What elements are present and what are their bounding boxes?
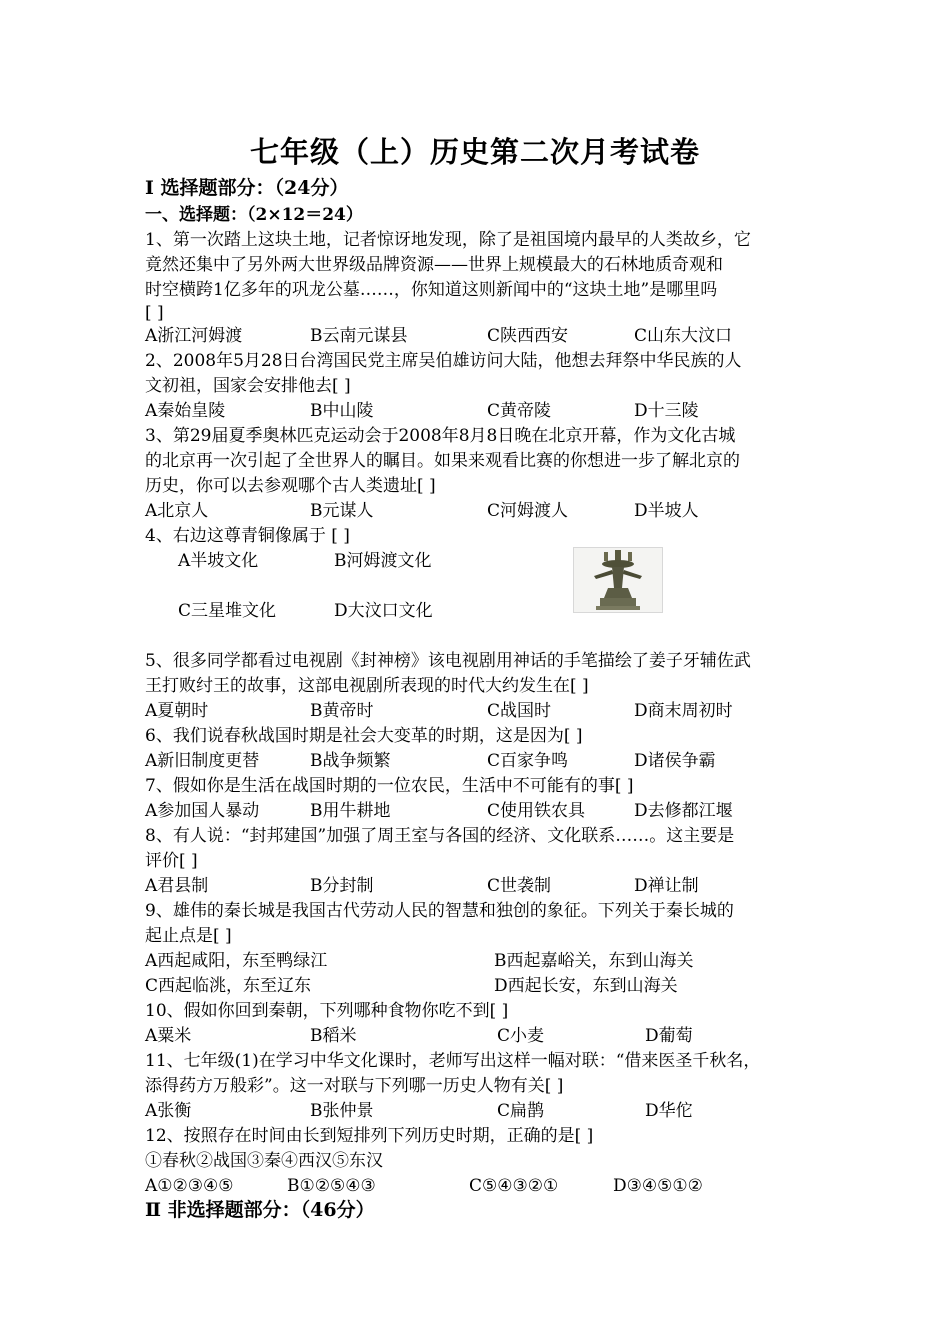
question-2-option: B中山陵 xyxy=(310,401,374,421)
question-6-option: D诸侯争霸 xyxy=(634,751,716,771)
question-3-line: 的北京再一次引起了全世界人的瞩目。如果来观看比赛的你想进一步了解北京的 xyxy=(145,451,740,471)
question-2-option: D十三陵 xyxy=(634,401,699,421)
question-12-option: B①②⑤④③ xyxy=(287,1176,376,1196)
question-8-line: 8、有人说：“封邦建国”加强了周王室与各国的经济、文化联系……。这主要是 xyxy=(145,826,735,846)
question-1-option: A浙江河姆渡 xyxy=(145,326,243,346)
question-11-option: C扁鹊 xyxy=(497,1101,545,1121)
question-5-option: A夏朝时 xyxy=(145,701,209,721)
question-8-option: C世袭制 xyxy=(487,876,552,896)
question-10-line: 10、假如你回到秦朝，下列哪种食物你吃不到[ ] xyxy=(145,1001,509,1021)
question-5-line: 5、很多同学都看过电视剧《封神榜》该电视剧用神话的手笔描绘了姜子牙辅佐武 xyxy=(145,651,751,671)
question-12-option: A①②③④⑤ xyxy=(145,1176,234,1196)
question-11-option: A张衡 xyxy=(145,1101,192,1121)
question-1-line: 1、第一次踏上这块土地，记者惊讶地发现，除了是祖国境内最早的人类故乡，它 xyxy=(145,230,751,250)
question-9-line: 起止点是[ ] xyxy=(145,926,232,946)
question-9-option: C西起临洮，东至辽东 xyxy=(145,976,312,996)
bronze-statue-icon xyxy=(574,548,662,612)
question-8-option: B分封制 xyxy=(310,876,374,896)
question-7-option: A参加国人暴动 xyxy=(145,801,260,821)
question-11-line: 11、七年级(1)在学习中华文化课时，老师写出这样一幅对联：“借来医圣千秋名， xyxy=(145,1051,761,1071)
question-2-line: 文初祖，国家会安排他去[ ] xyxy=(145,376,351,396)
question-3-option: A北京人 xyxy=(145,501,209,521)
question-5-line: 王打败纣王的故事，这部电视剧所表现的时代大约发生在[ ] xyxy=(145,676,589,696)
question-12-line: 12、按照存在时间由长到短排列下列历史时期，正确的是[ ] xyxy=(145,1126,594,1146)
question-6-option: A新旧制度更替 xyxy=(145,751,260,771)
page-title: 七年级（上）历史第二次月考试卷 xyxy=(249,135,700,169)
question-4-line: 4、右边这尊青铜像属于 [ ] xyxy=(145,526,350,546)
question-12-option: C⑤④③②① xyxy=(469,1176,559,1196)
question-4-option: D大汶口文化 xyxy=(334,601,433,621)
question-10-option: C小麦 xyxy=(497,1026,545,1046)
part-1-heading: 一、选择题：（2×12＝24） xyxy=(145,205,363,225)
question-8-option: A君县制 xyxy=(145,876,209,896)
question-6-option: C百家争鸣 xyxy=(487,751,569,771)
question-1-option: B云南元谋县 xyxy=(310,326,408,346)
question-11-option: B张仲景 xyxy=(310,1101,374,1121)
question-7-option: C使用铁农具 xyxy=(487,801,586,821)
question-2-option: C黄帝陵 xyxy=(487,401,552,421)
question-1-line: 时空横跨1亿多年的巩龙公墓……，你知道这则新闻中的“这块土地”是哪里吗 xyxy=(145,280,718,300)
question-6-option: B战争频繁 xyxy=(310,751,391,771)
question-4-option: A半坡文化 xyxy=(178,551,259,571)
question-10-option: B稻米 xyxy=(310,1026,357,1046)
question-2-option: A秦始皇陵 xyxy=(145,401,226,421)
question-5-option: B黄帝时 xyxy=(310,701,374,721)
question-5-option: D商末周初时 xyxy=(634,701,733,721)
question-6-line: 6、我们说春秋战国时期是社会大变革的时期，这是因为[ ] xyxy=(145,726,583,746)
question-2-line: 2、2008年5月28日台湾国民党主席吴伯雄访问大陆，他想去拜祭中华民族的人 xyxy=(145,351,742,371)
question-12-line: ①春秋②战国③秦④西汉⑤东汉 xyxy=(145,1151,383,1171)
question-3-line: 历史，你可以去参观哪个古人类遗址[ ] xyxy=(145,476,436,496)
section-1-heading: Ⅰ 选择题部分：（24分） xyxy=(145,177,349,199)
question-8-option: D禅让制 xyxy=(634,876,699,896)
question-3-option: C河姆渡人 xyxy=(487,501,569,521)
question-7-option: B用牛耕地 xyxy=(310,801,391,821)
question-9-option: A西起咸阳，东至鸭绿江 xyxy=(145,951,328,971)
question-12-option: D③④⑤①② xyxy=(613,1176,703,1196)
question-7-option: D去修都江堰 xyxy=(634,801,733,821)
question-10-option: A粟米 xyxy=(145,1026,192,1046)
question-8-line: 评价[ ] xyxy=(145,851,198,871)
question-3-line: 3、第29届夏季奥林匹克运动会于2008年8月8日晚在北京开幕，作为文化古城 xyxy=(145,426,736,446)
section-2-heading: Ⅱ 非选择题部分：（46分） xyxy=(145,1199,375,1221)
question-9-line: 9、雄伟的秦长城是我国古代劳动人民的智慧和独创的象征。下列关于秦长城的 xyxy=(145,901,734,921)
question-9-option: D西起长安，东到山海关 xyxy=(494,976,678,996)
question-3-option: D半坡人 xyxy=(634,501,699,521)
bronze-statue-image xyxy=(573,547,663,613)
question-4-option: B河姆渡文化 xyxy=(334,551,432,571)
question-11-option: D华佗 xyxy=(645,1101,693,1121)
question-1-option: C山东大汶口 xyxy=(634,326,733,346)
question-9-option: B西起嘉峪关，东到山海关 xyxy=(494,951,694,971)
question-11-line: 添得药方万般彩”。这一对联与下列哪一历史人物有关[ ] xyxy=(145,1076,564,1096)
question-1-option: C陕西西安 xyxy=(487,326,569,346)
question-1-line: 竟然还集中了另外两大世界级品牌资源——世界上规模最大的石林地质奇观和 xyxy=(145,255,723,275)
question-10-option: D葡萄 xyxy=(645,1026,693,1046)
question-4-option: C三星堆文化 xyxy=(178,601,277,621)
question-7-line: 7、假如你是生活在战国时期的一位农民，生活中不可能有的事[ ] xyxy=(145,776,634,796)
question-5-option: C战国时 xyxy=(487,701,552,721)
question-3-option: B元谋人 xyxy=(310,501,374,521)
question-1-line: [ ] xyxy=(145,303,164,323)
